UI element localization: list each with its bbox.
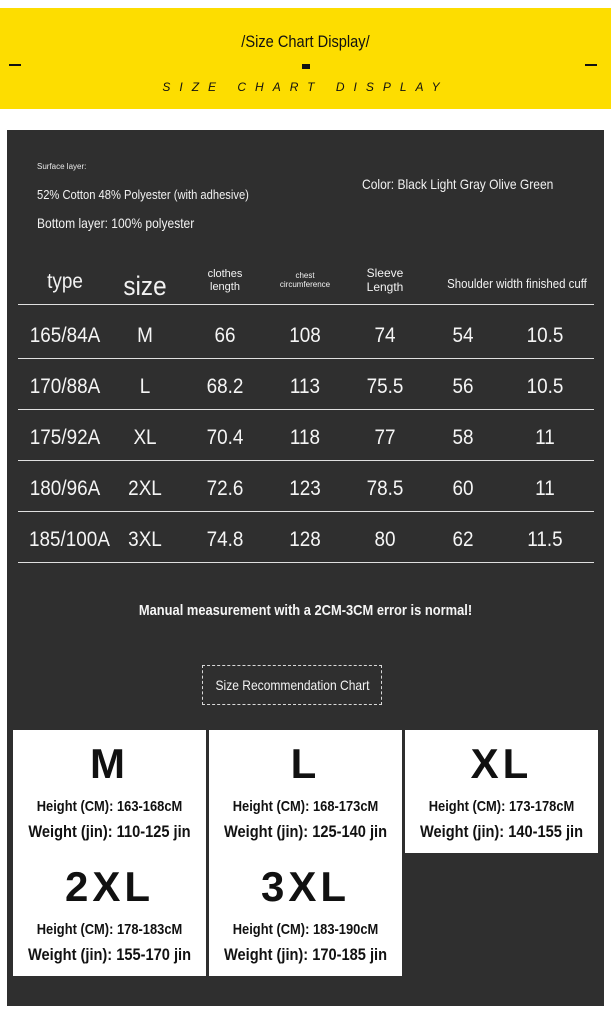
- cell-cuff: 11: [535, 477, 555, 500]
- cell-type: 170/88A: [29, 375, 101, 398]
- size-card: [209, 853, 402, 976]
- card-size: 2XL: [64, 863, 155, 910]
- table-divider: [18, 304, 594, 305]
- cell-cuff: 11.5: [527, 528, 563, 551]
- cell-chest: 113: [289, 375, 321, 398]
- header-clothes-length-line1: clothes: [207, 268, 243, 280]
- cell-size: XL: [133, 426, 157, 449]
- banner-dash-right: [585, 64, 597, 66]
- header-type: type: [47, 270, 83, 293]
- card-size: L: [290, 740, 321, 787]
- cell-clothes-length: 72.6: [206, 477, 244, 500]
- cell-shoulder: 62: [452, 528, 474, 551]
- size-card: [405, 730, 598, 853]
- measurement-note: Manual measurement with a 2CM-3CM error is normal!: [138, 602, 473, 619]
- cell-shoulder: 56: [452, 375, 474, 398]
- recommendation-title: Size Recommendation Chart: [215, 677, 369, 693]
- cell-chest: 123: [289, 477, 321, 500]
- header-chest: [265, 271, 345, 289]
- table-row: [7, 363, 604, 409]
- cell-cuff: 10.5: [526, 375, 564, 398]
- banner-subtitle: SIZE CHART DISPLAY: [162, 80, 449, 94]
- size-card: [209, 730, 402, 853]
- cell-chest: 108: [289, 324, 321, 347]
- table-row: [7, 312, 604, 358]
- cell-type: 175/92A: [29, 426, 101, 449]
- cell-cuff: 11: [535, 426, 555, 449]
- size-chart-panel: [7, 130, 604, 1006]
- header-size: size: [123, 271, 167, 301]
- cell-type: 185/100A: [29, 528, 110, 551]
- table-row-divider: [18, 460, 594, 461]
- cell-type: 165/84A: [29, 324, 101, 347]
- header-chest-line1: chest: [295, 271, 315, 280]
- surface-layer-value: 52% Cotton 48% Polyester (with adhesive): [37, 187, 249, 202]
- size-card: [13, 730, 206, 853]
- header-shoulder-cuff: Shoulder width finished cuff: [447, 276, 587, 291]
- cell-type: 180/96A: [29, 477, 101, 500]
- banner-dash-center: [302, 64, 310, 69]
- cell-sleeve: 78.5: [366, 477, 404, 500]
- card-weight: Weight (jin): 125-140 jin: [223, 822, 388, 841]
- cell-shoulder: 58: [452, 426, 474, 449]
- cell-shoulder: 54: [452, 324, 474, 347]
- cell-shoulder: 60: [452, 477, 474, 500]
- recommendation-title-box: [202, 665, 382, 705]
- card-weight: Weight (jin): 155-170 jin: [27, 945, 192, 964]
- cell-clothes-length: 68.2: [206, 375, 244, 398]
- cell-chest: 118: [289, 426, 321, 449]
- card-weight: Weight (jin): 140-155 jin: [419, 822, 584, 841]
- cell-clothes-length: 70.4: [206, 426, 244, 449]
- banner-title: /Size Chart Display/: [241, 32, 370, 51]
- table-row: [7, 414, 604, 460]
- table-row: [7, 465, 604, 511]
- header-chest-line2: circumference: [279, 280, 331, 290]
- color-options: Color: Black Light Gray Olive Green: [362, 176, 554, 192]
- card-height: Height (CM): 178-183cM: [36, 921, 183, 938]
- cell-chest: 128: [289, 528, 321, 551]
- cell-size: 3XL: [128, 528, 162, 551]
- header-sleeve: [347, 267, 423, 295]
- card-size: 3XL: [260, 863, 351, 910]
- cell-sleeve: 80: [374, 528, 396, 551]
- card-size: M: [90, 740, 129, 787]
- header-clothes-length: [187, 268, 263, 293]
- cell-size: M: [137, 324, 153, 347]
- cell-size: 2XL: [128, 477, 162, 500]
- table-row-divider: [18, 562, 594, 563]
- bottom-layer: Bottom layer: 100% polyester: [37, 215, 195, 231]
- card-height: Height (CM): 168-173cM: [232, 798, 379, 815]
- cell-clothes-length: 66: [214, 324, 236, 347]
- cell-cuff: 10.5: [526, 324, 564, 347]
- header-clothes-length-line2: length: [210, 280, 240, 293]
- header-sleeve-line2: Length: [366, 279, 404, 294]
- card-weight: Weight (jin): 110-125 jin: [28, 822, 191, 841]
- card-weight: Weight (jin): 170-185 jin: [223, 945, 388, 964]
- cell-size: L: [139, 375, 151, 398]
- table-header: [7, 265, 604, 307]
- surface-layer-label: Surface layer:: [37, 162, 87, 171]
- cell-sleeve: 74: [374, 324, 396, 347]
- size-card: [13, 853, 206, 976]
- card-height: Height (CM): 163-168cM: [36, 798, 183, 815]
- table-row-divider: [18, 409, 594, 410]
- cell-sleeve: 77: [374, 426, 396, 449]
- card-height: Height (CM): 183-190cM: [232, 921, 379, 938]
- table-row-divider: [18, 511, 594, 512]
- card-size: XL: [470, 740, 533, 787]
- cell-sleeve: 75.5: [366, 375, 404, 398]
- table-row-divider: [18, 358, 594, 359]
- cell-clothes-length: 74.8: [206, 528, 244, 551]
- banner-dash-left: [9, 64, 21, 66]
- header-banner: [0, 8, 611, 109]
- card-height: Height (CM): 173-178cM: [428, 798, 575, 815]
- header-sleeve-line1: Sleeve: [366, 266, 404, 280]
- table-row: [7, 516, 604, 562]
